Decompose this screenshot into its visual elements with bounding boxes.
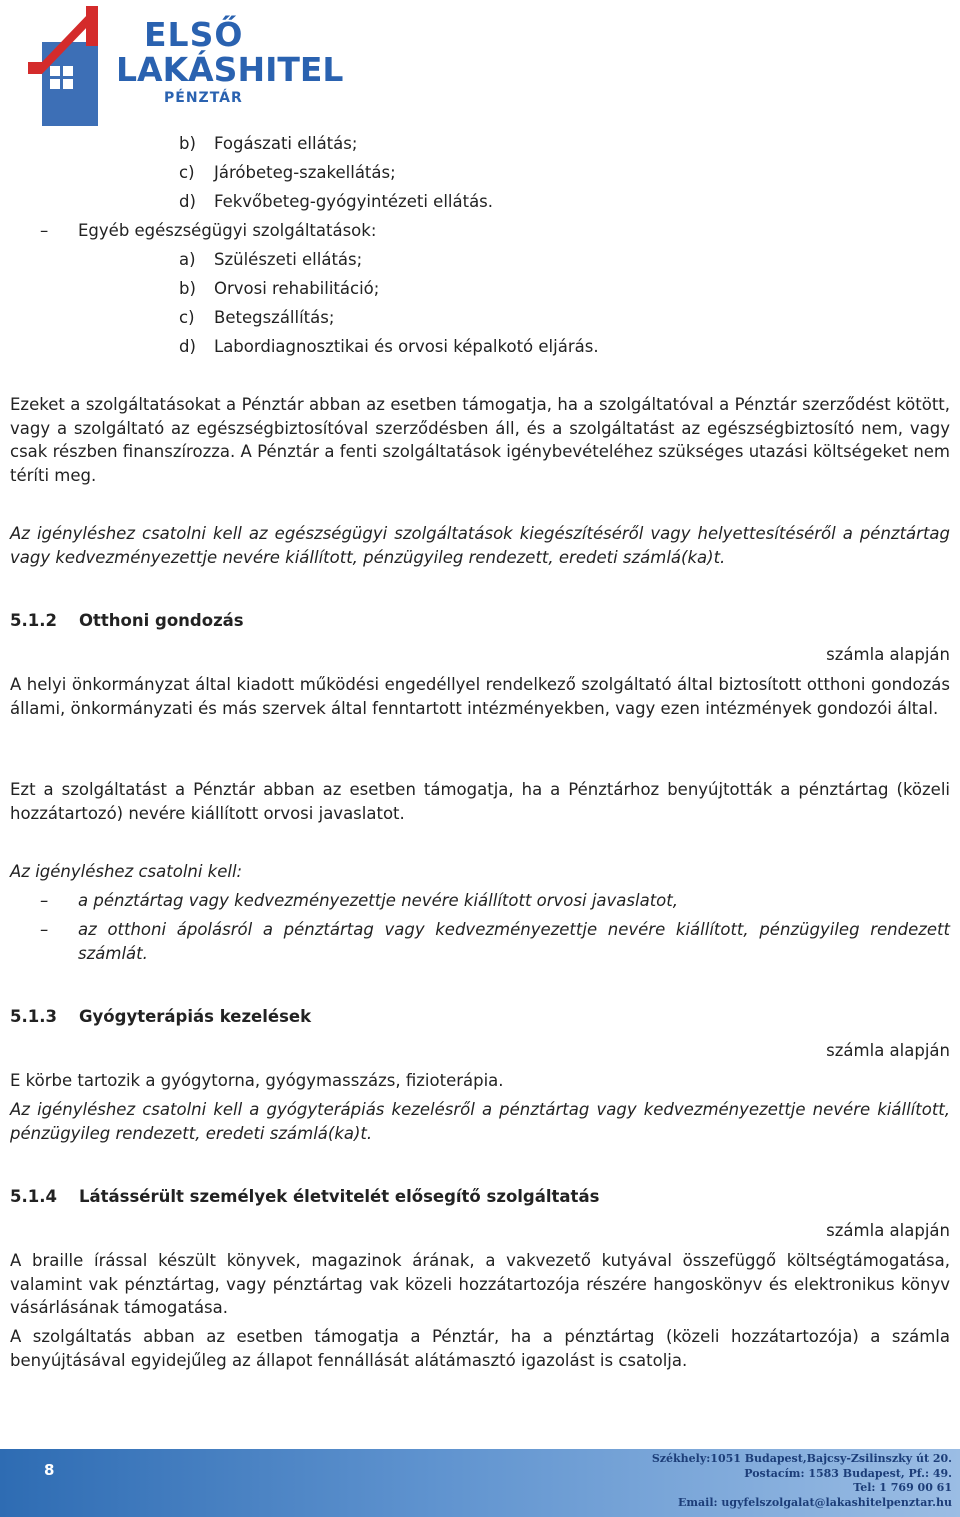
paragraph-therapy-scope: E körbe tartozik a gyógytorna, gyógymasszázs, fizioterápia. [10,1071,504,1090]
logo-wordmark [116,15,344,108]
footer-contact-info [652,1452,952,1510]
basis-label: számla alapján [826,645,950,664]
section-number: 5.1.2 [10,611,57,630]
paragraph-visually-impaired-services: A braille írással készült könyvek, magazinok árának, a vakvezető kutyával összefüggő költségtámogatása, valamint vak pénztártag, vagy pénztártag vak közeli hozzátartozója részére hangoskönyv és elektronikus könyv vásárlásának támogatása. [10,1251,950,1317]
footer-phone: Tel: 1 769 00 61 [853,1481,952,1494]
paragraph-home-care-conditions: Ezt a szolgáltatást a Pénztár abban az esetben támogatja, ha a Pénztárhoz benyújtották a pénztártag (közeli hozzátartozó) nevére kiállított orvosi javaslatot. [10,780,950,823]
logo-line-3: PÉNZTÁR [164,90,243,106]
paragraph-support-conditions: Ezeket a szolgáltatásokat a Pénztár abban az esetben támogatja, ha a szolgáltatóval a Pénztár szerződést kötött, vagy a szolgáltató az egészségbiztosítóval szerződésben áll, és a szolgáltatást az egészségbiztosító nem, vagy csak részben finanszírozza. A Pénztár a fenti szolgáltatások igénybevételéhez szükséges utazási költségeket nem téríti meg. [10,395,950,485]
list-item: – a pénztártag vagy kedvezményezettje nevére kiállított orvosi javaslatot, [40,891,678,910]
section-heading-5-1-4 [10,1185,600,1208]
basis-label: számla alapján [826,1041,950,1060]
section-title: Otthoni gondozás [79,611,244,630]
section-title: Gyógyterápiás kezelések [79,1007,312,1026]
section-heading-5-1-3 [10,1005,312,1028]
logo-line-2: LAKÁSHITEL [116,50,344,89]
list-item: d) Fekvőbeteg-gyógyintézeti ellátás. [179,192,494,211]
section-number: 5.1.4 [10,1187,57,1206]
section-heading-5-1-2 [10,609,244,632]
logo-line-1: ELSŐ [144,15,244,54]
list-item: a) Szülészeti ellátás; [179,250,363,269]
list-item: b) Fogászati ellátás; [179,134,358,153]
list-item: c) Betegszállítás; [179,308,335,327]
footer-postal: Postacím: 1583 Budapest, Pf.: 49. [744,1466,952,1480]
list-item: – az otthoni ápolásról a pénztártag vagy kedvezményezettje nevére kiállított, pénzügyileg rendezett számlát. [40,920,950,963]
paragraph-therapy-attachments: Az igényléshez csatolni kell a gyógyterápiás kezelésről a pénztártag vagy kedvezményezettje nevére kiállított, pénzügyileg rendezett, eredeti számlá(ka)t. [10,1100,950,1143]
section-number: 5.1.3 [10,1007,57,1026]
list-item: d) Labordiagnosztikai és orvosi képalkotó eljárás. [179,337,599,356]
footer-address: Székhely:1051 Budapest,Bajcsy-Zsilinszky út 20. [651,1452,952,1465]
house-logo-icon [28,4,123,126]
list-item: c) Járóbeteg-szakellátás; [179,163,396,182]
section-title: Látássérült személyek életvitelét elősegítő szolgáltatás [79,1187,600,1206]
bullet-other-services: – Egyéb egészségügyi szolgáltatások: [40,221,377,240]
paragraph-attachment-requirements: Az igényléshez csatolni kell az egészségügyi szolgáltatások kiegészítéséről vagy helyettesítéséről a pénztártag vagy kedvezményezettje nevére kiállított, pénzügyileg rendezett, eredeti számlá(ka)t. [10,524,950,567]
list-item: b) Orvosi rehabilitáció; [179,279,380,298]
company-logo [28,4,344,126]
footer-email: Email: ugyfelszolgalat@lakashitelpenztar.hu [678,1495,952,1509]
paragraph-home-care-definition: A helyi önkormányzat által kiadott működési engedéllyel rendelkező szolgáltató által biztosított otthoni gondozás állami, önkormányzati és más szervek által fenntartott intézményekben, vagy ezen intézmények gondozói által. [10,675,950,718]
page-number: 8 [44,1461,55,1479]
paragraph-visually-impaired-conditions: A szolgáltatás abban az esetben támogatja a Pénztár, ha a pénztártag (közeli hozzátartozója) a számla benyújtásával egyidejűleg az állapot fennállását alátámasztó igazolást is csatolja. [10,1327,950,1370]
basis-label: számla alapján [826,1221,950,1240]
attachment-intro: Az igényléshez csatolni kell: [10,862,243,881]
page-footer [0,1449,960,1517]
